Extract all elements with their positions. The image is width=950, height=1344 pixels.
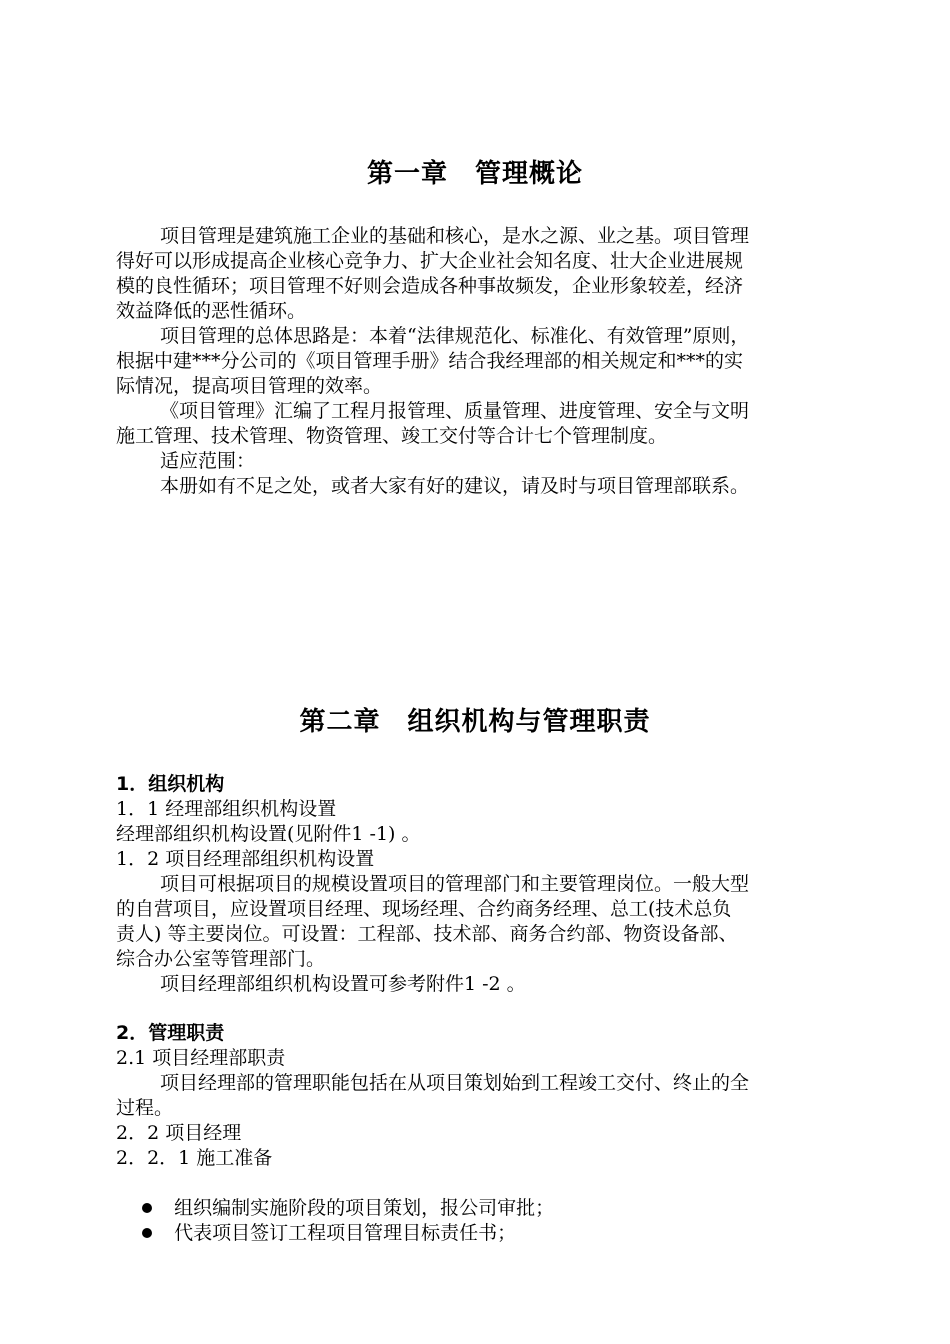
section-heading: 1．组织机构 (116, 773, 225, 795)
subsection-heading: 1．1 经理部组织机构设置 (116, 798, 337, 820)
ch1-para2-line: 根据中建***分公司的《项目管理手册》结合我经理部的相关规定和***的实 (116, 350, 744, 372)
chapter2-title: 第二章 组织机构与管理职责 (299, 707, 651, 737)
list-item-text: 组织编制实施阶段的项目策划，报公司审批； (174, 1197, 555, 1219)
body-line: 经理部组织机构设置(见附件1 -1) 。 (116, 823, 421, 845)
body-line: 综合办公室等管理部门。 (116, 948, 326, 970)
ch1-closing: 本册如有不足之处，或者大家有好的建议，请及时与项目管理部联系。 (160, 475, 750, 497)
list-item (116, 1196, 516, 1271)
body-line: 责人) 等主要岗位。可设置：工程部、技术部、商务合约部、物资设备部、 (116, 923, 738, 945)
ch1-para1-line: 模的良性循环；项目管理不好则会造成各种事故频发，企业形象较差，经济 (116, 275, 744, 297)
subsection-heading: 2．2 项目经理 (116, 1122, 242, 1144)
subsection-heading: 1．2 项目经理部组织机构设置 (116, 848, 375, 870)
ch1-scope: 适应范围： (160, 450, 256, 472)
ch1-para3-line: 施工管理、技术管理、物资管理、竣工交付等合计七个管理制度。 (116, 425, 668, 447)
ch1-para1-line: 得好可以形成提高企业核心竞争力、扩大企业社会知名度、壮大企业进展规 (116, 250, 744, 272)
ch1-para1-line: 项目管理是建筑施工企业的基础和核心，是水之源、业之基。项目管理 (160, 225, 750, 247)
ch1-para2-line: 项目管理的总体思路是：本着“法律规范化、标准化、有效管理”原则， (160, 325, 750, 347)
bullet-icon (142, 1228, 152, 1238)
body-line: 项目经理部的管理职能包括在从项目策划始到工程竣工交付、终止的全 (160, 1072, 750, 1094)
chapter1-title: 第一章 管理概论 (366, 159, 583, 189)
subsection-heading: 2．2．1 施工准备 (116, 1147, 273, 1169)
body-line: 项目可根据项目的规模设置项目的管理部门和主要管理岗位。一般大型 (160, 873, 750, 895)
body-line: 过程。 (116, 1097, 174, 1119)
body-line: 项目经理部组织机构设置可参考附件1 -2 。 (160, 973, 526, 995)
list-item-text: 代表项目签订工程项目管理目标责任书； (174, 1222, 517, 1244)
ch1-para3-line: 《项目管理》汇编了工程月报管理、质量管理、进度管理、安全与文明 (160, 400, 750, 422)
section-heading: 2．管理职责 (116, 1022, 225, 1044)
ch1-para2-line: 际情况，提高项目管理的效率。 (116, 375, 383, 397)
body-line: 的自营项目，应设置项目经理、现场经理、合约商务经理、总工(技术总负 (116, 898, 732, 920)
ch1-para1-line: 效益降低的恶性循环。 (116, 300, 307, 322)
subsection-heading: 2.1 项目经理部职责 (116, 1047, 286, 1069)
